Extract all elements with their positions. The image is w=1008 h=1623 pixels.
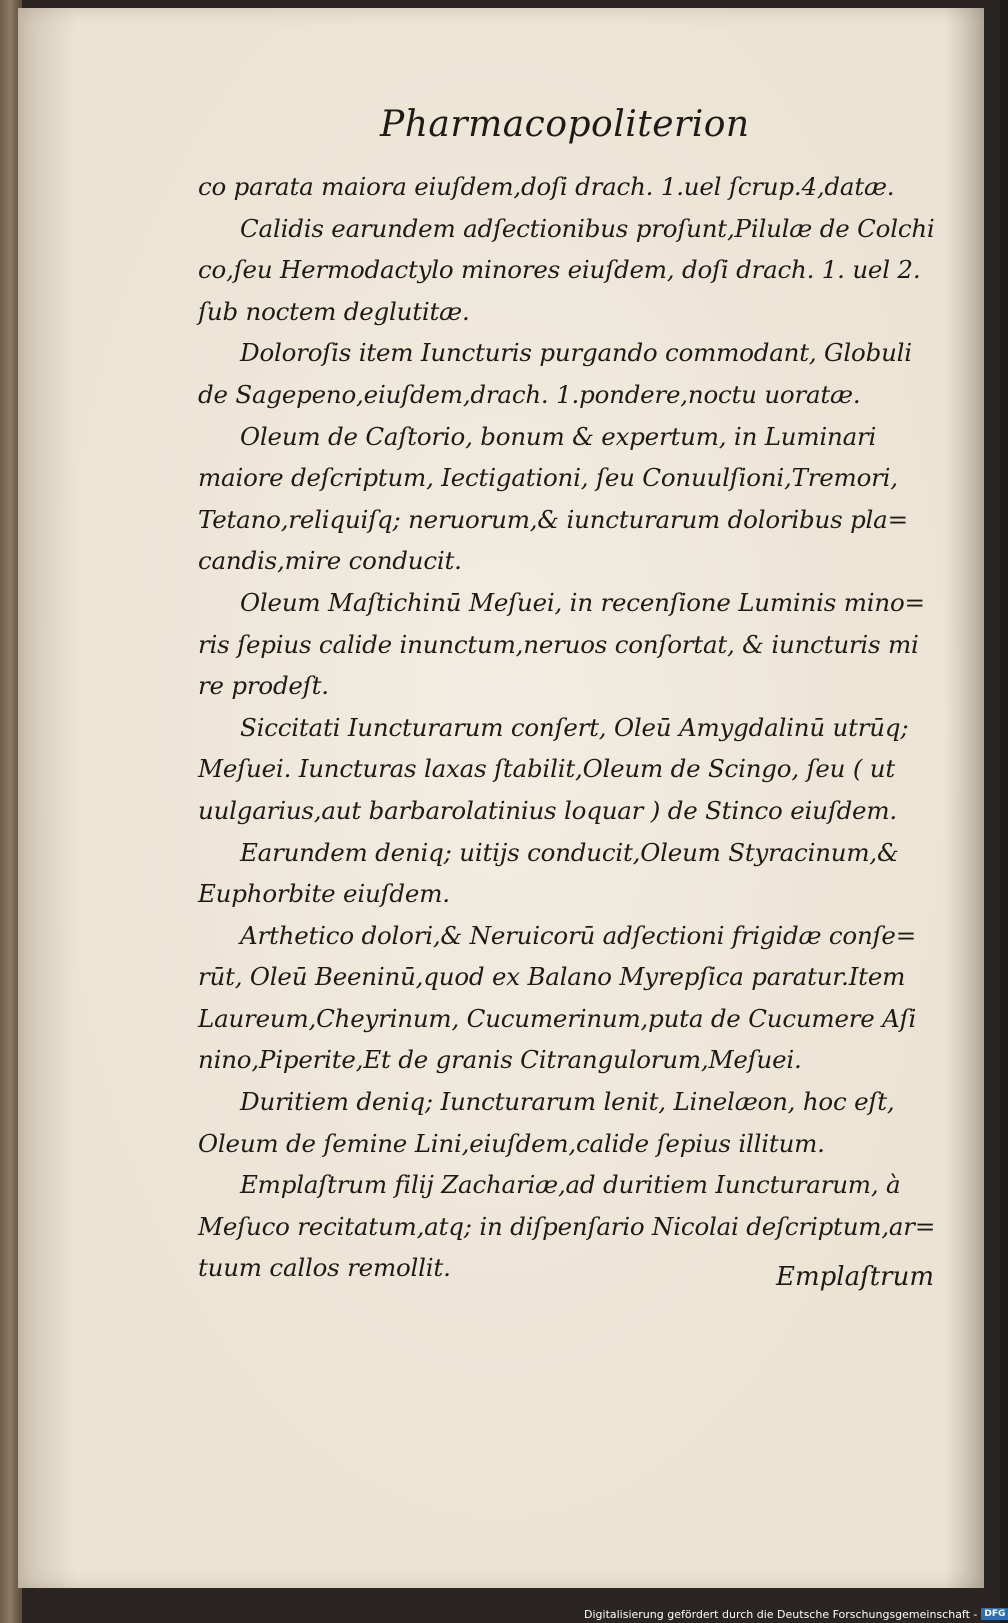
text-line: Tetano,reliquiſq; neruorum,& iuncturarum doloribus pla=	[198, 504, 908, 534]
body-text	[198, 166, 936, 1289]
text-line: Siccitati Iuncturarum conſert, Oleū Amygdalinū utrūq;	[240, 712, 909, 742]
text-line: Euphorbite eiuſdem.	[198, 879, 450, 909]
text-line: rūt, Oleū Beeninū,quod ex Balano Myrepſica paratur.Item	[198, 962, 906, 992]
text-line: Meſuei. Iuncturas laxas ſtabilit,Oleum de Scingo, ſeu ( ut	[198, 754, 895, 784]
catchword: Emplaſtrum	[776, 1262, 934, 1292]
text-line: nino,Piperite,Et de granis Citrangulorum,Meſuei.	[198, 1045, 802, 1075]
text-line: Earundem deniq; uitijs conducit,Oleum Styracinum,&	[240, 837, 899, 867]
text-line: Laureum,Cheyrinum, Cucumerinum,puta de Cucumere Aſi	[198, 1003, 917, 1033]
text-line: Calidis earundem adſectionibus proſunt,Pilulæ de Colchi	[240, 213, 935, 243]
digitization-footer	[584, 1605, 1008, 1623]
text-line: Arthetico dolori,& Neruicorū adſectioni frigidæ conſe=	[240, 920, 917, 950]
text-line: Meſuco recitatum,atq; in diſpenſario Nicolai deſcriptum,ar=	[198, 1211, 936, 1241]
text-line: Oleum Maſtichinū Meſuei, in recenſione Luminis mino=	[240, 587, 925, 617]
footer-text: Digitalisierung gefördert durch die Deutsche Forschungsgemeinschaft -	[584, 1607, 978, 1621]
text-line: Duritiem deniq; Iuncturarum lenit, Linelæon, hoc eſt,	[240, 1087, 895, 1117]
dfg-logo: DFG	[981, 1608, 1008, 1620]
text-line: maiore deſcriptum, Iectigationi, ſeu Conuulſioni,Tremori,	[198, 463, 898, 493]
text-line: candis,mire conducit.	[198, 546, 462, 576]
text-line: uulgarius,aut barbarolatinius loquar ) de Stinco eiuſdem.	[198, 795, 897, 825]
text-line: Oleum de Caſtorio, bonum & expertum, in Luminari	[240, 421, 877, 451]
text-line: co,ſeu Hermodactylo minores eiuſdem, doſi drach. 1. uel 2.	[198, 255, 921, 285]
text-line: Doloroſis item Iuncturis purgando commodant, Globuli	[240, 338, 912, 368]
text-line: tuum callos remollit.	[198, 1253, 451, 1283]
text-line: re prodeſt.	[198, 671, 329, 701]
running-head: Pharmacopoliterion	[380, 104, 750, 145]
text-line: ſub noctem deglutitæ.	[198, 296, 470, 326]
text-line: de Sagepeno,eiuſdem,drach. 1.pondere,noctu uoratæ.	[198, 379, 861, 409]
text-line: Oleum de ſemine Lini,eiuſdem,calide ſepius illitum.	[198, 1128, 825, 1158]
text-line: ris ſepius calide inunctum,neruos conſortat, & iuncturis mi	[198, 629, 919, 659]
text-line: Emplaſtrum filij Zachariæ,ad duritiem Iuncturarum, à	[240, 1170, 901, 1200]
text-line: co parata maiora eiuſdem,doſi drach. 1.uel ſcrup.4,datæ.	[198, 172, 895, 201]
